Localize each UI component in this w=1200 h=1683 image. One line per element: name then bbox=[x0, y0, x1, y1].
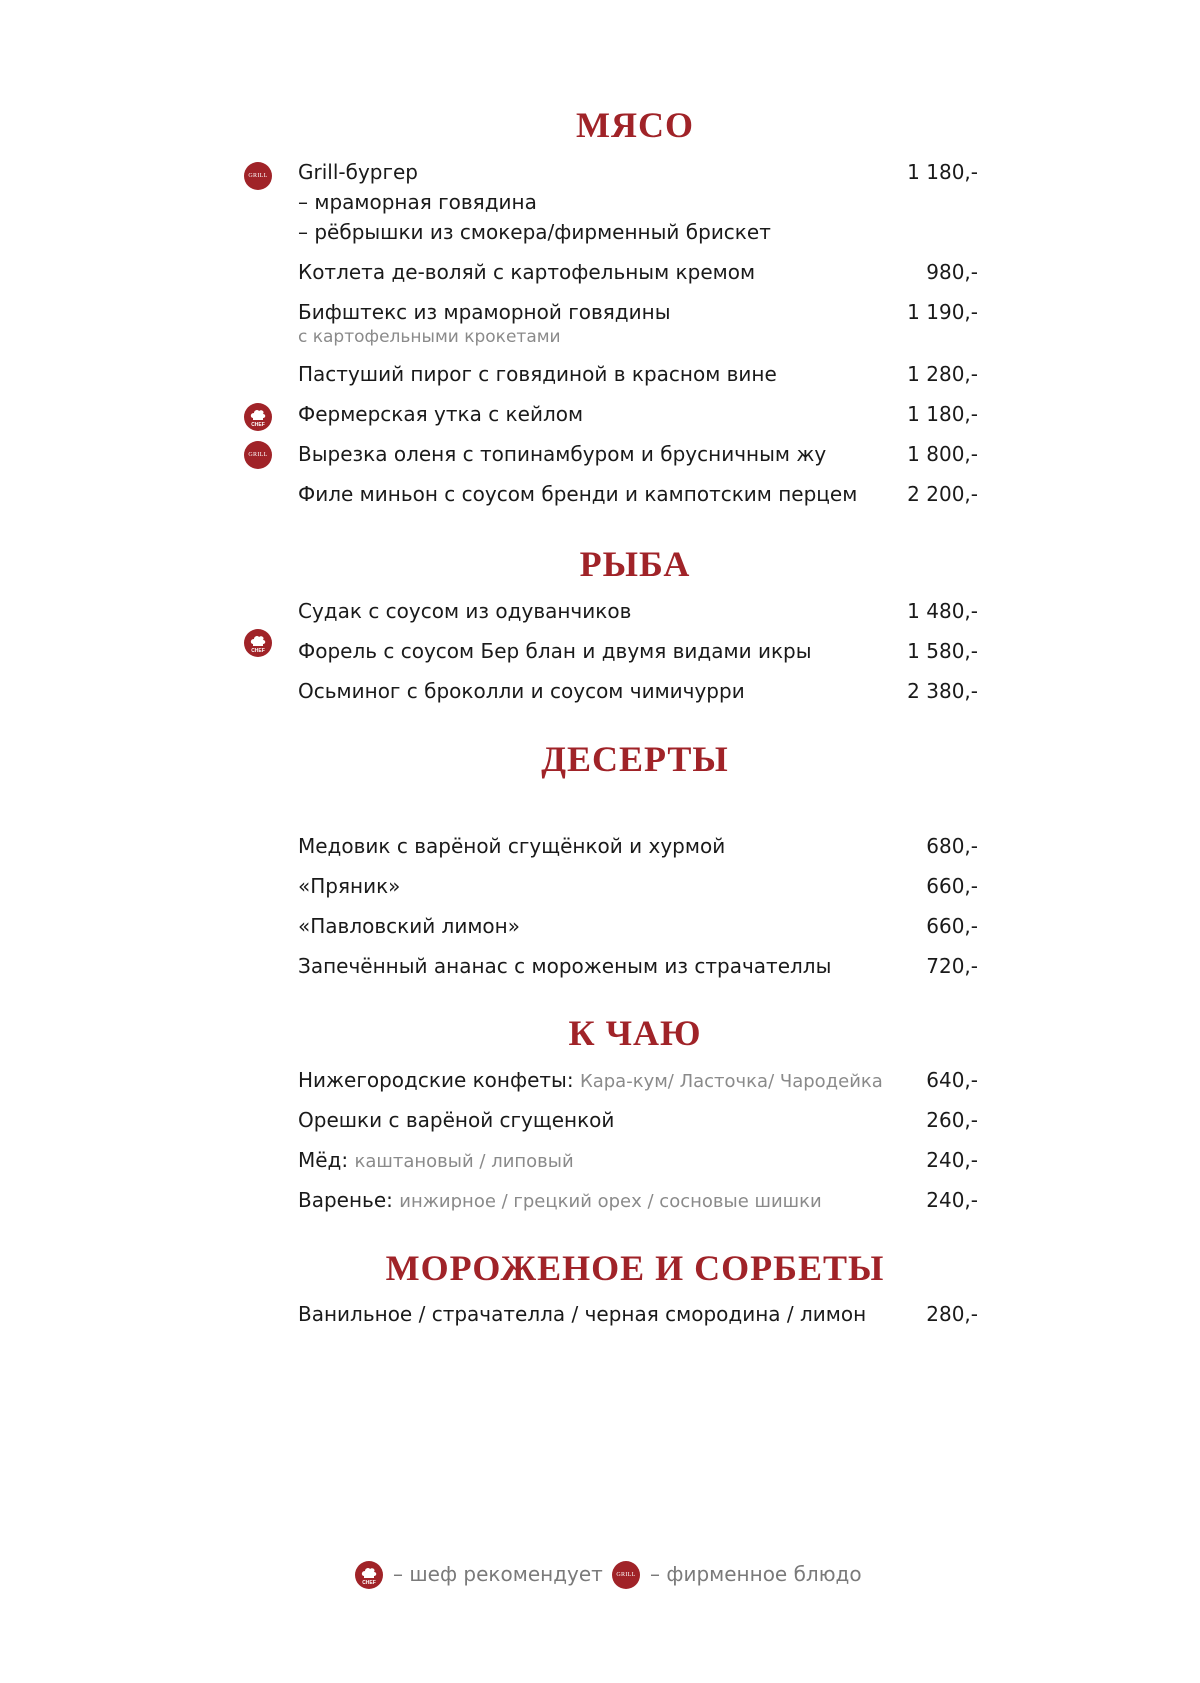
item-name: Пастуший пирог с говядиной в красном вине bbox=[298, 362, 777, 386]
item-price: 660,- bbox=[926, 874, 978, 898]
svg-text:CHEF: CHEF bbox=[251, 422, 265, 428]
legend-chef-label: – шеф рекомендует bbox=[393, 1562, 603, 1586]
item-name: Филе миньон с соусом бренди и кампотским перцем bbox=[298, 482, 858, 506]
item-price: 1 180,- bbox=[907, 402, 978, 426]
item-name: Варенье: bbox=[298, 1188, 393, 1212]
grill-badge-icon: GRILL bbox=[244, 441, 272, 469]
item-price: 1 180,- bbox=[907, 160, 978, 184]
legend bbox=[0, 1560, 1200, 1590]
item-name: Судак с соусом из одуванчиков bbox=[298, 599, 632, 623]
item-name: «Павловский лимон» bbox=[298, 914, 520, 938]
menu-item bbox=[298, 399, 978, 429]
item-name: Бифштекс из мраморной говядины bbox=[298, 300, 671, 324]
item-price: 980,- bbox=[926, 260, 978, 284]
section-title-meat: МЯСО bbox=[576, 105, 694, 145]
item-name: Котлета де-воляй с картофельным кремом bbox=[298, 260, 756, 284]
grill-badge-icon: GRILL bbox=[612, 1561, 640, 1589]
item-price: 280,- bbox=[926, 1302, 978, 1326]
item-note: инжирное / грецкий орех / сосновые шишки bbox=[399, 1191, 822, 1212]
item-note: с картофельными крокетами bbox=[298, 327, 561, 347]
menu-item bbox=[298, 479, 978, 509]
item-name: «Пряник» bbox=[298, 874, 401, 898]
item-name: Grill-бургер bbox=[298, 160, 418, 184]
menu-item bbox=[298, 636, 978, 666]
menu-item bbox=[298, 911, 978, 941]
item-price: 240,- bbox=[926, 1188, 978, 1212]
section-title-fish: РЫБА bbox=[579, 544, 691, 584]
chef-hat-icon bbox=[355, 1561, 383, 1589]
item-sub: – мраморная говядина bbox=[298, 190, 537, 214]
item-price: 640,- bbox=[926, 1068, 978, 1092]
menu-item bbox=[298, 439, 978, 469]
item-name: Запечённый ананас с мороженым из страчателлы bbox=[298, 954, 832, 978]
menu-item bbox=[298, 157, 978, 247]
item-name: Фермерская утка с кейлом bbox=[298, 402, 584, 426]
item-price: 2 200,- bbox=[907, 482, 978, 506]
menu-item bbox=[298, 676, 978, 706]
svg-text:CHEF: CHEF bbox=[362, 1580, 376, 1586]
item-price: 680,- bbox=[926, 834, 978, 858]
grill-badge-icon: GRILL bbox=[244, 162, 272, 190]
item-price: 1 580,- bbox=[907, 639, 978, 663]
section-title-desserts: ДЕСЕРТЫ bbox=[541, 739, 729, 779]
item-price: 1 190,- bbox=[907, 300, 978, 324]
menu-item bbox=[298, 831, 978, 861]
menu-item bbox=[298, 1185, 978, 1217]
item-name: Орешки с варёной сгущенкой bbox=[298, 1108, 615, 1132]
item-note: Кара-кум/ Ласточка/ Чародейка bbox=[579, 1071, 883, 1092]
item-price: 240,- bbox=[926, 1148, 978, 1172]
item-name: Нижегородские конфеты: bbox=[298, 1068, 574, 1092]
legend-grill-label: – фирменное блюдо bbox=[650, 1562, 862, 1586]
item-price: 1 800,- bbox=[907, 442, 978, 466]
item-name: Осьминог с броколли и соусом чимичурри bbox=[298, 679, 745, 703]
item-price: 2 380,- bbox=[907, 679, 978, 703]
item-price: 1 480,- bbox=[907, 599, 978, 623]
item-sub: – рёбрышки из смокера/фирменный брискет bbox=[298, 220, 771, 244]
menu-item bbox=[298, 1065, 978, 1097]
section-title-icecream: МОРОЖЕНОЕ И СОРБЕТЫ bbox=[385, 1248, 885, 1288]
item-name: Мёд: bbox=[298, 1148, 349, 1172]
menu-item bbox=[298, 1299, 978, 1329]
menu-item bbox=[298, 297, 978, 347]
item-name: Вырезка оленя с топинамбуром и брусничным жу bbox=[298, 442, 827, 466]
item-name: Ванильное / страчателла / черная смородина / лимон bbox=[298, 1302, 867, 1326]
item-price: 1 280,- bbox=[907, 362, 978, 386]
section-title-tea: К ЧАЮ bbox=[568, 1013, 702, 1053]
menu-item bbox=[298, 1105, 978, 1135]
menu-item bbox=[298, 257, 978, 287]
chef-hat-icon bbox=[244, 403, 272, 431]
item-price: 660,- bbox=[926, 914, 978, 938]
chef-hat-icon bbox=[244, 629, 272, 657]
item-price: 260,- bbox=[926, 1108, 978, 1132]
menu-item bbox=[298, 951, 978, 981]
svg-text:CHEF: CHEF bbox=[251, 648, 265, 654]
menu-item bbox=[298, 596, 978, 626]
item-note: каштановый / липовый bbox=[354, 1151, 574, 1172]
menu-item bbox=[298, 359, 978, 389]
menu-item bbox=[298, 1145, 978, 1177]
menu-item bbox=[298, 871, 978, 901]
item-name: Медовик с варёной сгущёнкой и хурмой bbox=[298, 834, 726, 858]
item-name: Форель с соусом Бер блан и двумя видами икры bbox=[298, 639, 812, 663]
item-price: 720,- bbox=[926, 954, 978, 978]
